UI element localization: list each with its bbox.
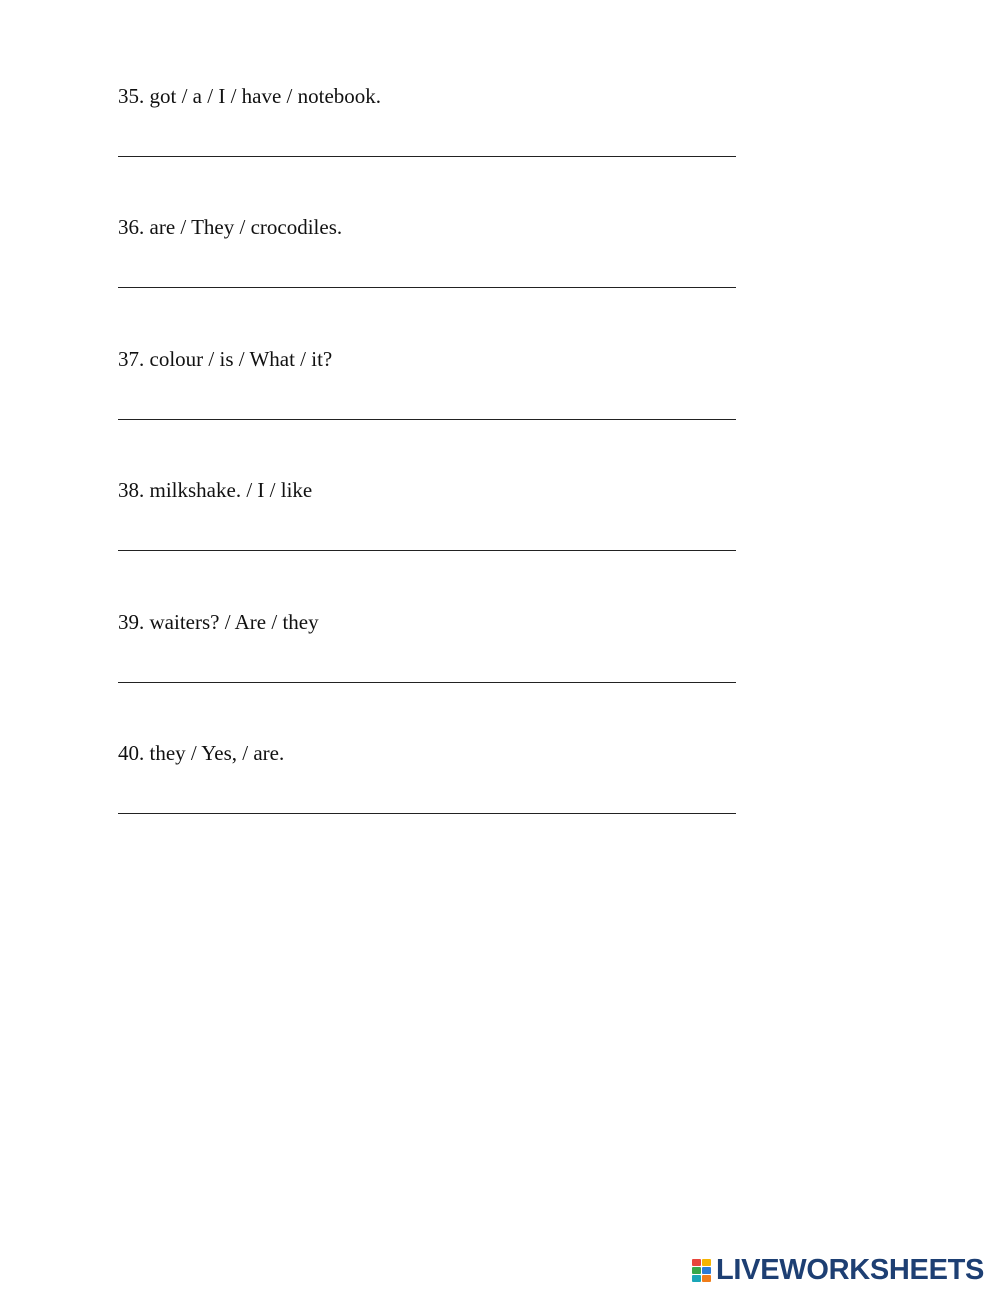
logo-tile — [702, 1275, 711, 1282]
exercise-prompt: 39. waiters? / Are / they — [118, 610, 319, 634]
logo-tile — [702, 1259, 711, 1266]
answer-input[interactable] — [118, 813, 736, 814]
answer-input[interactable] — [118, 156, 736, 157]
exercise-prompt: 38. milkshake. / I / like — [118, 478, 313, 502]
exercise-prompt: 36. are / They / crocodiles. — [118, 215, 343, 239]
liveworksheets-logo — [692, 1255, 984, 1285]
logo-tile — [692, 1275, 701, 1282]
exercise-prompt: 37. colour / is / What / it? — [118, 347, 333, 371]
answer-input[interactable] — [118, 419, 736, 420]
exercise-prompt: 35. got / a / I / have / notebook. — [118, 84, 382, 108]
exercise-prompt: 40. they / Yes, / are. — [118, 741, 285, 765]
logo-tile — [702, 1267, 711, 1274]
logo-text: LIVEWORKSHEETS — [716, 1254, 985, 1286]
answer-input[interactable] — [118, 550, 736, 551]
answer-input[interactable] — [118, 287, 736, 288]
answer-input[interactable] — [118, 682, 736, 683]
logo-tile — [692, 1267, 701, 1274]
logo-tile — [692, 1259, 701, 1266]
liveworksheets-logo-icon — [692, 1259, 712, 1281]
